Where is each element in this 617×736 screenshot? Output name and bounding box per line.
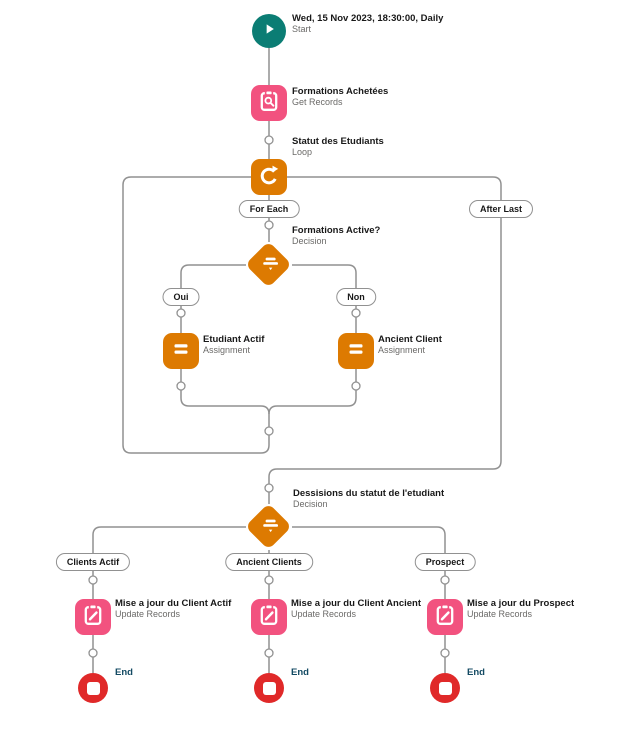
end-label: End bbox=[115, 667, 133, 678]
end-node[interactable] bbox=[254, 673, 284, 703]
edge-assignment-left-merge bbox=[181, 369, 269, 427]
branch-pill-for-each: For Each bbox=[239, 200, 300, 218]
get-records-node[interactable] bbox=[251, 85, 287, 121]
decision-formations-label bbox=[292, 225, 380, 247]
loop-label bbox=[292, 136, 384, 158]
assignment-etudiant-title: Etudiant Actif bbox=[203, 334, 265, 345]
update-records-icon bbox=[433, 603, 457, 632]
update-prospect-node[interactable] bbox=[427, 599, 463, 635]
get-records-label bbox=[292, 86, 388, 108]
update-actif-subtitle: Update Records bbox=[115, 609, 181, 619]
edge-decision1-oui bbox=[181, 265, 246, 289]
connector-add-dot[interactable] bbox=[265, 221, 273, 229]
assignment-ancient-label bbox=[378, 334, 442, 356]
play-icon bbox=[259, 19, 279, 44]
decision-statut-subtitle: Decision bbox=[293, 499, 328, 509]
start-subtitle: Start bbox=[292, 24, 312, 34]
end-label: End bbox=[291, 667, 309, 678]
connector-add-dot[interactable] bbox=[265, 427, 273, 435]
assignment-icon bbox=[169, 337, 193, 366]
connector-add-dot[interactable] bbox=[89, 576, 97, 584]
update-prospect-label bbox=[467, 598, 574, 620]
loop-subtitle: Loop bbox=[292, 147, 313, 157]
update-prospect-title: Mise a jour du Prospect bbox=[467, 598, 575, 609]
decision-formations-subtitle: Decision bbox=[292, 236, 327, 246]
get-records-subtitle: Get Records bbox=[292, 97, 343, 107]
end-label: End bbox=[467, 667, 485, 678]
end-node[interactable] bbox=[78, 673, 108, 703]
branch-pill-after-last: After Last bbox=[469, 200, 533, 218]
branch-pill-clients-actif: Clients Actif bbox=[56, 553, 130, 571]
connector-add-dot[interactable] bbox=[265, 136, 273, 144]
connector-add-dot[interactable] bbox=[89, 649, 97, 657]
edge-decision2-right bbox=[292, 527, 445, 553]
end-node[interactable] bbox=[430, 673, 460, 703]
loop-node[interactable] bbox=[251, 159, 287, 195]
branch-pill-prospect: Prospect bbox=[415, 553, 476, 571]
loop-title: Statut des Etudiants bbox=[292, 136, 384, 147]
update-records-icon bbox=[257, 603, 281, 632]
end-stop-icon bbox=[87, 682, 100, 695]
update-prospect-subtitle: Update Records bbox=[467, 609, 533, 619]
end-stop-icon bbox=[263, 682, 276, 695]
update-ancient-node[interactable] bbox=[251, 599, 287, 635]
end-stop-icon bbox=[439, 682, 452, 695]
assignment-etudiant-subtitle: Assignment bbox=[203, 345, 251, 355]
update-actif-node[interactable] bbox=[75, 599, 111, 635]
decision-statut-title: Dessisions du statut de l'etudiant bbox=[293, 488, 445, 499]
connector-add-dot[interactable] bbox=[177, 382, 185, 390]
assignment-ancient-title: Ancient Client bbox=[378, 334, 442, 345]
decision-icon bbox=[253, 511, 285, 543]
assignment-ancient-subtitle: Assignment bbox=[378, 345, 426, 355]
assignment-ancient-node[interactable] bbox=[338, 333, 374, 369]
connector-add-dot[interactable] bbox=[352, 309, 360, 317]
connector-add-dot[interactable] bbox=[265, 576, 273, 584]
assignment-etudiant-label bbox=[203, 334, 264, 356]
update-ancient-label bbox=[291, 598, 421, 620]
start-label bbox=[292, 13, 443, 35]
edge-decision2-left bbox=[93, 527, 246, 553]
update-records-icon bbox=[81, 603, 105, 632]
branch-pill-ancient-clients: Ancient Clients bbox=[225, 553, 313, 571]
start-node[interactable] bbox=[252, 14, 286, 48]
update-actif-title: Mise a jour du Client Actif bbox=[115, 598, 232, 609]
get-records-icon bbox=[257, 89, 281, 118]
start-title: Wed, 15 Nov 2023, 18:30:00, Daily bbox=[292, 13, 444, 24]
decision-formations-title: Formations Active? bbox=[292, 225, 381, 236]
assignment-etudiant-node[interactable] bbox=[163, 333, 199, 369]
branch-pill-non: Non bbox=[336, 288, 376, 306]
loop-icon bbox=[257, 163, 281, 192]
connector-add-dot[interactable] bbox=[441, 649, 449, 657]
update-ancient-subtitle: Update Records bbox=[291, 609, 357, 619]
connector-add-dot[interactable] bbox=[265, 649, 273, 657]
assignment-icon bbox=[344, 337, 368, 366]
decision-icon bbox=[253, 249, 285, 281]
update-actif-label bbox=[115, 598, 231, 620]
branch-pill-oui: Oui bbox=[163, 288, 200, 306]
connector-add-dot[interactable] bbox=[177, 309, 185, 317]
connector-add-dot[interactable] bbox=[265, 484, 273, 492]
edge-assignment-right-merge bbox=[269, 369, 356, 414]
edge-decision1-non bbox=[292, 265, 356, 289]
get-records-title: Formations Achetées bbox=[292, 86, 389, 97]
connector-add-dot[interactable] bbox=[352, 382, 360, 390]
edge-loopback bbox=[123, 177, 269, 453]
connector-add-dot[interactable] bbox=[441, 576, 449, 584]
update-ancient-title: Mise a jour du Client Ancient bbox=[291, 598, 422, 609]
decision-statut-label bbox=[293, 488, 444, 510]
